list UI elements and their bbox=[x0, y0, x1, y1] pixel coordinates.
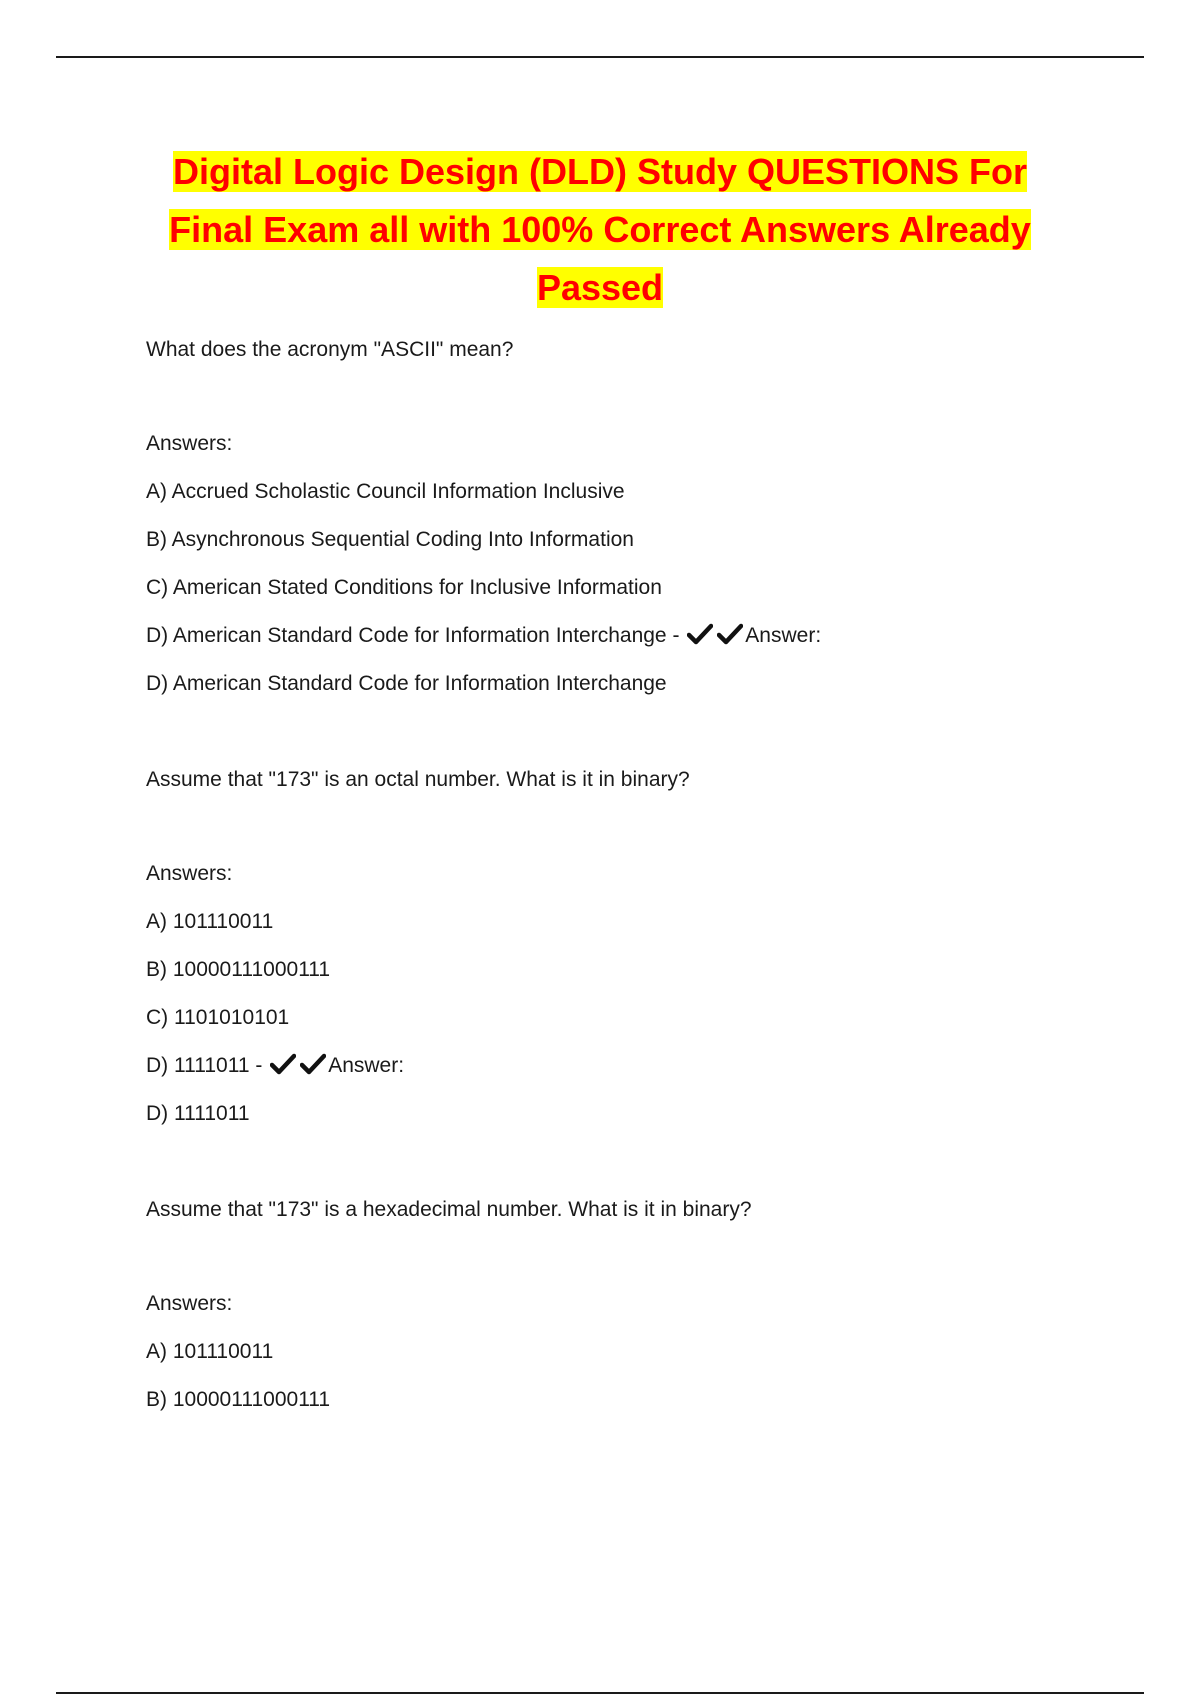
top-rule bbox=[56, 56, 1144, 58]
bottom-rule bbox=[56, 1692, 1144, 1694]
answer-option: A) 101110011 bbox=[146, 1340, 274, 1363]
title-line-1: Digital Logic Design (DLD) Study QUESTIONS For bbox=[172, 151, 1027, 192]
answers-label: Answers: bbox=[146, 862, 233, 885]
question-text: What does the acronym "ASCII" mean? bbox=[146, 338, 514, 361]
answer-option: A) Accrued Scholastic Council Information Inclusive bbox=[146, 480, 625, 503]
answer-option: C) 1101010101 bbox=[146, 1006, 290, 1029]
question-block bbox=[146, 766, 1106, 1128]
answer-option-marked bbox=[146, 1052, 1106, 1080]
answer-option-marked bbox=[146, 622, 1106, 650]
checkmark-icon bbox=[270, 1053, 296, 1075]
answers-label: Answers: bbox=[146, 432, 233, 455]
answer-option-text: D) 1111011 - bbox=[146, 1054, 263, 1077]
answer-label: Answer: bbox=[328, 1054, 405, 1077]
checkmark-icon bbox=[687, 623, 713, 645]
title-line-3: Passed bbox=[536, 267, 664, 308]
question-text: Assume that "173" is a hexadecimal number. What is it in binary? bbox=[146, 1198, 752, 1221]
checkmark-icon bbox=[717, 623, 743, 645]
document-title bbox=[100, 143, 1100, 317]
answer-option: B) 10000111000111 bbox=[146, 958, 331, 981]
answer-option: C) American Stated Conditions for Inclusive Information bbox=[146, 576, 662, 599]
answer-option: A) 101110011 bbox=[146, 910, 274, 933]
question-list bbox=[146, 336, 1106, 1434]
question-block bbox=[146, 336, 1106, 698]
answer-option-text: D) American Standard Code for Information Interchange - bbox=[146, 624, 680, 647]
checkmark-icon bbox=[300, 1053, 326, 1075]
correct-answer: D) 1111011 bbox=[146, 1102, 250, 1125]
question-text: Assume that "173" is an octal number. What is it in binary? bbox=[146, 768, 690, 791]
answer-label: Answer: bbox=[745, 624, 822, 647]
answers-label: Answers: bbox=[146, 1292, 233, 1315]
title-line-2: Final Exam all with 100% Correct Answers Already bbox=[169, 209, 1031, 250]
answer-option: B) 10000111000111 bbox=[146, 1388, 331, 1411]
answer-option: B) Asynchronous Sequential Coding Into Information bbox=[146, 528, 634, 551]
correct-answer: D) American Standard Code for Information Interchange bbox=[146, 672, 667, 695]
question-block bbox=[146, 1196, 1106, 1414]
